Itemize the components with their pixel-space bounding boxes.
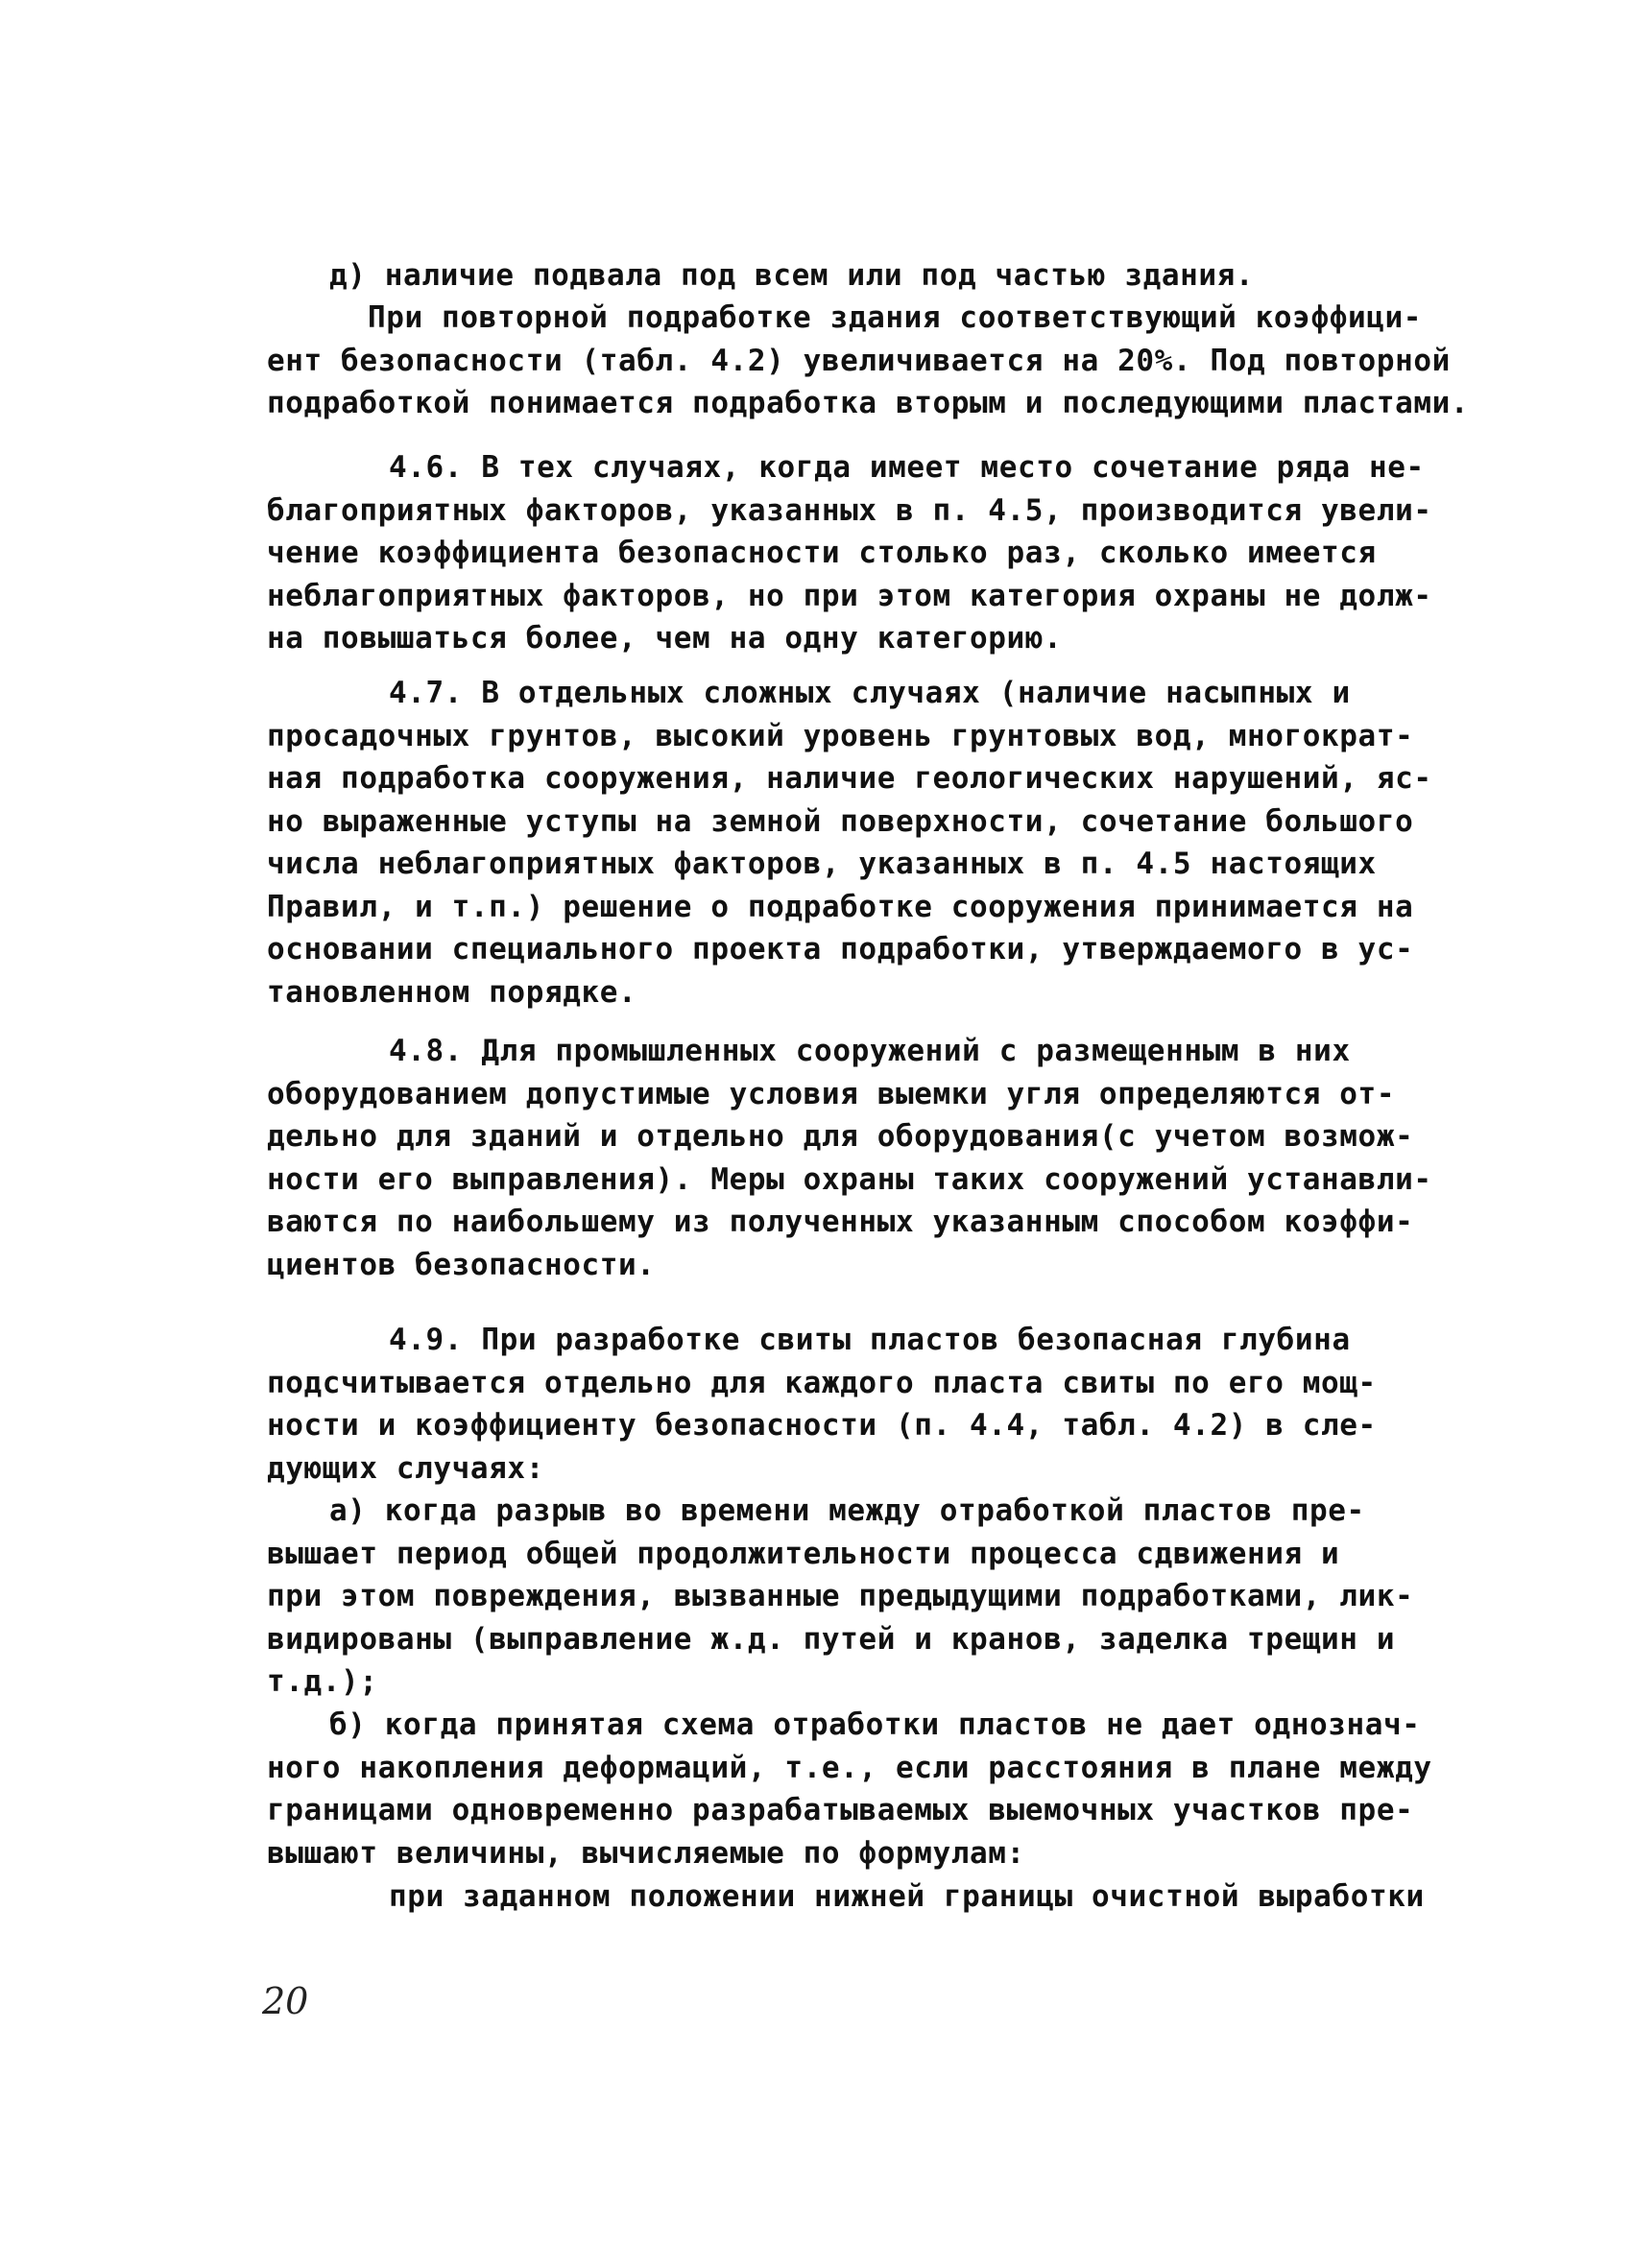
section-4-8 (267, 1030, 1432, 1286)
text-line: 4.9. При разработке свиты пластов безопасная глубина (389, 1323, 1351, 1357)
text-line: вышают величины, вычисляемые по формулам: (267, 1835, 1025, 1871)
list-item-a (267, 1490, 1413, 1704)
page-number: 20 (262, 1980, 309, 2022)
text-line: дельно для зданий и отдельно для оборудования(с учетом возмож- (267, 1119, 1414, 1154)
text-line: числа неблагоприятных факторов, указанных в п. 4.5 настоящих (267, 847, 1377, 881)
text-line: ент безопасности (табл. 4.2) увеличивается на 20%. Под повторной (267, 343, 1451, 378)
text-line: ного накопления деформаций, т.е., если расстояния в плане между (267, 1750, 1432, 1785)
text-line: видированы (выправление ж.д. путей и кранов, заделка трещин и (267, 1621, 1396, 1657)
text-line: чение коэффициента безопасности столько раз, сколько имеется (267, 536, 1377, 570)
text-line: неблагоприятных факторов, но при этом категория охраны не долж- (267, 578, 1432, 613)
text-line: на повышаться более, чем на одну категорию. (267, 621, 1063, 656)
paragraph-repeat-undermining (267, 297, 1469, 425)
text-line: вышает период общей продолжительности процесса сдвижения и (267, 1536, 1340, 1571)
text-line: д) наличие подвала под всем или под частью здания. (329, 258, 1255, 293)
text-line: ная подработка сооружения, наличие геологических нарушений, яс- (267, 761, 1432, 796)
section-4-6 (267, 446, 1432, 660)
section-4-7 (267, 672, 1432, 1014)
text-line: т.д.); (267, 1664, 378, 1699)
text-line: При повторной подработке здания соответствующий коэффици- (368, 300, 1423, 335)
text-line: 4.8. Для промышленных сооружений с размещенным в них (389, 1034, 1351, 1068)
text-line: оборудованием допустимые условия выемки угля определяются от- (267, 1076, 1396, 1111)
text-line: благоприятных факторов, указанных в п. 4.5, производится увели- (267, 492, 1432, 528)
text-line: тановленном порядке. (267, 974, 637, 1010)
text-line: при этом повреждения, вызванные предыдущими подработками, лик- (267, 1579, 1414, 1613)
text-line: но выраженные уступы на земной поверхности, сочетание большого (267, 803, 1414, 839)
text-line: 4.6. В тех случаях, когда имеет место сочетание ряда не- (389, 450, 1425, 485)
text-line: Правил, и т.п.) решение о подработке сооружения принимается на (267, 889, 1414, 924)
text-line: ности и коэффициенту безопасности (п. 4.4, табл. 4.2) в сле- (267, 1408, 1377, 1443)
text-line: просадочных грунтов, высокий уровень грунтовых вод, многократ- (267, 718, 1414, 753)
text-line: подработкой понимается подработка вторым и последующими пластами. (267, 386, 1470, 420)
text-line: основании специального проекта подработки, утверждаемого в ус- (267, 932, 1414, 967)
text-line: при заданном положении нижней границы очистной выработки (389, 1879, 1425, 1914)
section-4-9 (267, 1319, 1377, 1490)
text-line: циентов безопасности. (267, 1247, 656, 1282)
text-line: границами одновременно разрабатываемых выемочных участков пре- (267, 1793, 1414, 1827)
list-item-d (329, 254, 1254, 298)
formula-intro (389, 1875, 1425, 1919)
text-line: 4.7. В отдельных сложных случаях (наличие насыпных и (389, 676, 1351, 710)
text-line: а) когда разрыв во времени между отработкой пластов пре- (329, 1493, 1365, 1528)
text-line: ности его выправления). Меры охраны таких сооружений устанавли- (267, 1161, 1432, 1197)
text-line: дующих случаях: (267, 1450, 544, 1486)
text-line: ваются по наибольшему из полученных указанным способом коэффи- (267, 1205, 1414, 1239)
list-item-b (267, 1704, 1432, 1874)
text-line: б) когда принятая схема отработки пластов не дает однознач- (329, 1707, 1421, 1742)
text-line: подсчитывается отдельно для каждого пласта свиты по его мощ- (267, 1365, 1377, 1400)
